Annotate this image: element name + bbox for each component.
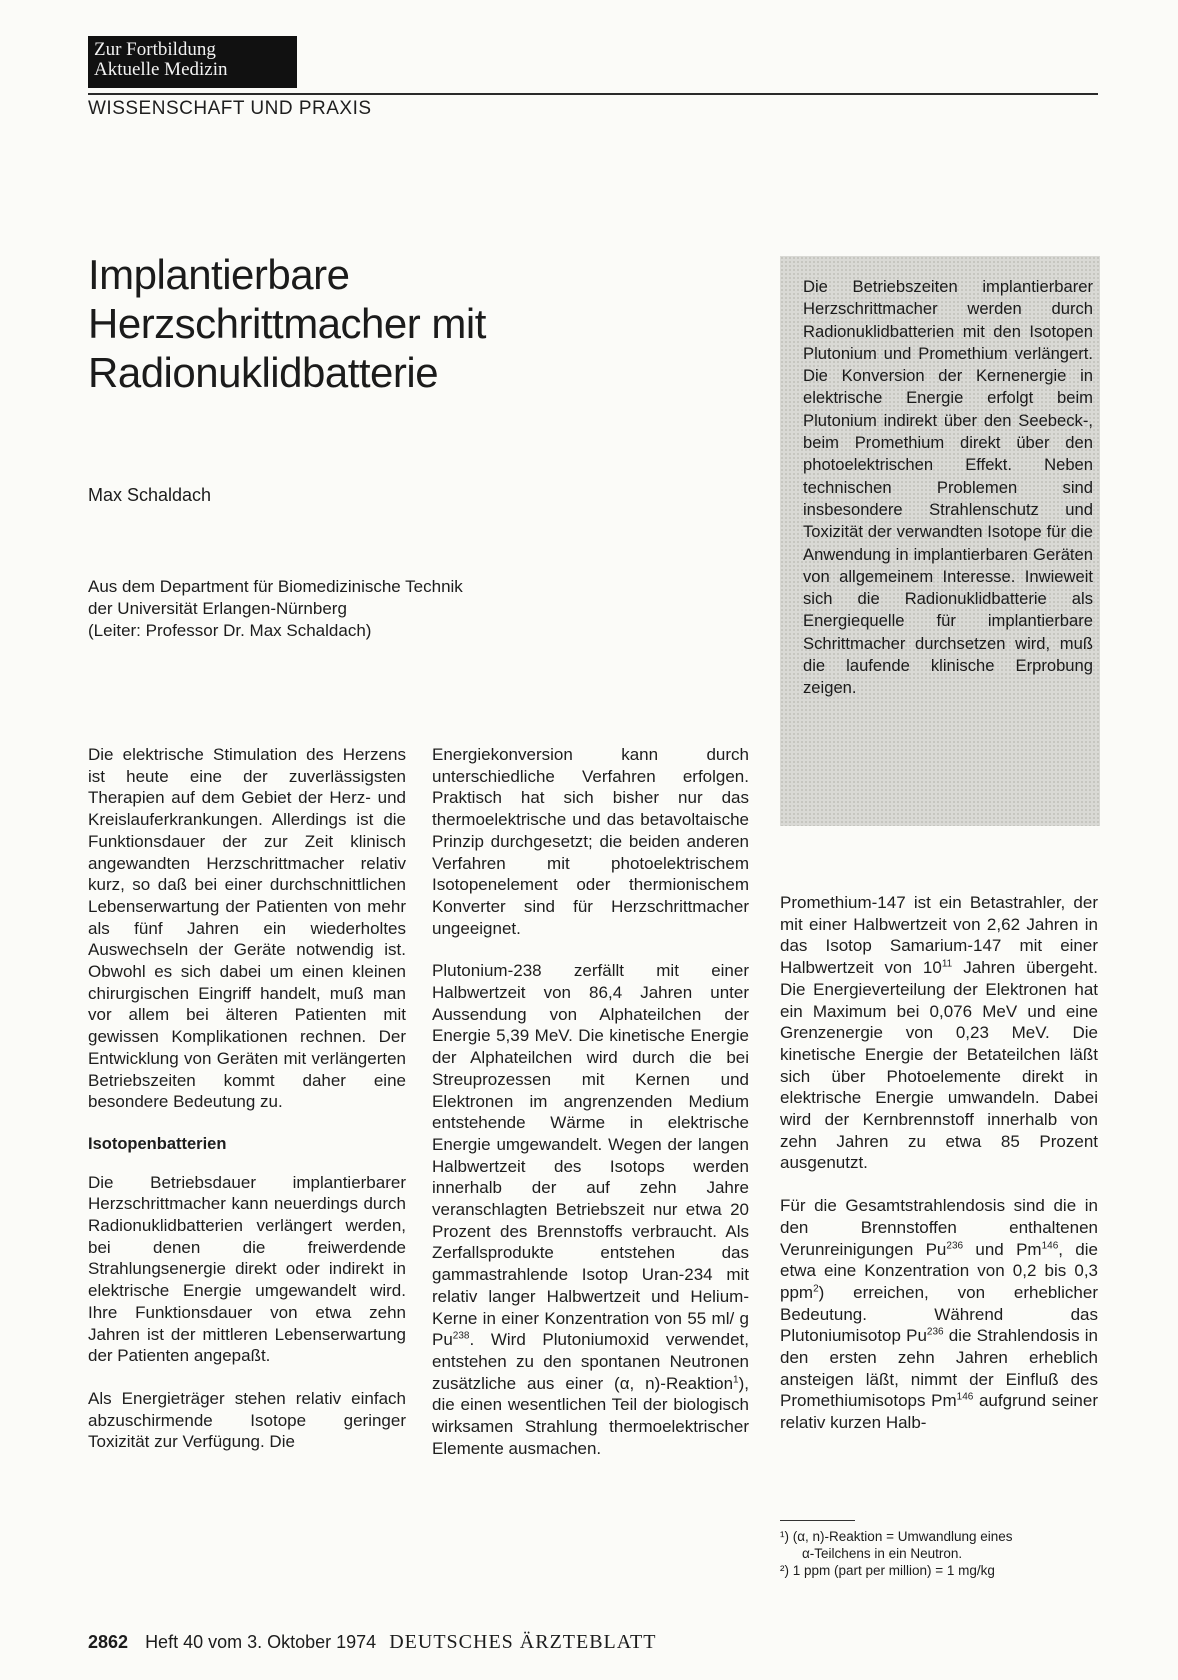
title-line-2: Herzschrittmacher mit <box>88 300 486 347</box>
footnote-1: ¹) (α, n)-Reaktion = Umwandlung eines <box>780 1529 1013 1544</box>
journal-name: DEUTSCHES ÄRZTEBLATT <box>389 1631 657 1653</box>
page-footer <box>88 1631 656 1654</box>
paragraph-energiekonversion: Energiekonversion kann durch unterschiedliche Verfahren erfolgen. Praktisch hat sich bisher nur das thermoelektrische und das betavoltaische Prinzip durchgesetzt; die beiden anderen Verfahren mit photoelektrischem Isotopenelement oder thermionischem Konverter sind für Herzschrittmacher ungeeignet. <box>432 745 749 938</box>
rubric-line-2: Aktuelle Medizin <box>94 59 228 80</box>
rubric-line-1: Zur Fortbildung <box>94 39 216 60</box>
article-title <box>88 250 708 397</box>
section-heading: WISSENSCHAFT UND PRAXIS <box>88 98 372 119</box>
subheading-isotopenbatterien: Isotopenbatterien <box>88 1134 227 1153</box>
text-column-3 <box>780 892 1098 1434</box>
footnotes <box>780 1528 1098 1579</box>
author-name: Max Schaldach <box>88 485 212 505</box>
footnote-rule <box>780 1520 855 1521</box>
footnote-1-continued: α-Teilchens in ein Neutron. <box>802 1546 963 1561</box>
paragraph-energietraeger: Als Energieträger stehen relativ einfach abzuschirmende Isotope geringer Toxizität zur Verfügung. Die <box>88 1388 406 1452</box>
paragraph-betriebsdauer: Die Betriebsdauer implantierbarer Herzschrittmacher kann neuerdings durch Radionuklidbatterien verlängert werden, bei denen die freiwerdende Strahlungsenergie direkt oder indirekt in elektrische Energie umgewandelt wird. Ihre Funktionsdauer von etwa zehn Jahren ist der mittleren Lebenserwartung der Patienten angepaßt. <box>88 1172 406 1366</box>
paragraph-intro: Die elektrische Stimulation des Herzens ist heute eine der zuverlässigsten Therapien auf dem Gebiet der Herz- und Kreislauferkrankungen. Allerdings ist die Funktionsdauer der zur Zeit klinisch angewandten Herzschrittmacher relativ kurz, so daß bei einer durchschnittlichen Lebenserwartung der Patienten von mehr als fünf Jahren ein wiederholtes Auswechseln der Geräte notwendig ist. Obwohl es sich dabei um einen kleinen chirurgischen Eingriff handelt, muß man vor allem bei älteren Patienten mit gewissen Komplikationen rechnen. Der Entwicklung von Geräten mit verlängerten Betriebszeiten kommt daher eine besondere Bedeutung zu. <box>88 745 406 1112</box>
footnote-2: ²) 1 ppm (part per million) = 1 mg/kg <box>780 1563 995 1578</box>
affiliation-line-2: der Universität Erlangen-Nürnberg <box>88 599 347 618</box>
paragraph-promethium: Promethium-147 ist ein Betastrahler, der mit einer Halbwertzeit von 2,62 Jahren in das Isotop Samarium-147 mit einer Halbwertzeit von $10^{11}$ Jahren übergeht. Die Energieverteilung der Elektronen hat ein Maximum bei 0,076 MeV und eine Grenzenergie von 0,23 MeV. Die kinetische Energie der Betateilchen läßt sich über Photoelemente direkt in elektrische Energie umwandeln. Dabei wird der Kernbrennstoff innerhalb von zehn Jahren zu etwa 85 Prozent ausgenutzt. <box>780 893 1098 1173</box>
text-column-2 <box>432 744 749 1460</box>
rubric-label <box>88 36 297 88</box>
affiliation-line-1: Aus dem Department für Biomedizinische Technik <box>88 577 463 596</box>
title-line-1: Implantierbare <box>88 251 350 298</box>
title-line-3: Radionuklidbatterie <box>88 349 439 396</box>
text-column-1 <box>88 744 406 1453</box>
page-number: 2862 <box>88 1632 129 1652</box>
abstract-text: Die Betriebszeiten implantierbarer Herzschrittmacher werden durch Radionuklidbatterien mit den Isotopen Plutonium und Promethium verlängert. Die Konversion der Kernenergie in elektrische Energie erfolgt beim Plutonium indirekt über den Seebeck-, beim Promethium direkt über den photoelektrischen Effekt. Neben technischen Problemen sind insbesondere Strahlenschutz und Toxizität der verwandten Isotope für die Anwendung in implantierbaren Geräten von allgemeinem Interesse. Inwieweit sich die Radionuklidbatterie als Energiequelle für implantierbare Schrittmacher durchsetzen wird, muß die laufende klinische Erprobung zeigen. <box>803 277 1093 698</box>
paragraph-plutonium: Plutonium-238 zerfällt mit einer Halbwertzeit von 86,4 Jahren unter Aussendung von Alphateilchen der Energie 5,39 MeV. Die kinetische Energie der Alphateilchen wird durch die bei Streuprozessen mit Kernen und Elektronen im angrenzenden Medium entstehende Wärme in elektrische Energie umgewandelt. Wegen der langen Halbwertzeit des Isotops werden innerhalb der auf zehn Jahre veranschlagten Betriebszeit nur etwa 20 Prozent des Brennstoffs verbraucht. Als Zerfallsprodukte entstehen das gammastrahlende Isotop Uran-234 mit relativ langer Halbwertzeit und Helium-Kerne in einer Konzentration von 55 ml/ g Pu$^{238}$. Wird Plutoniumoxid verwendet, entstehen zu den spontanen Neutronen zusätzliche aus einer (α, n)-Reaktion$^1$), die einen wesentlichen Teil der biologisch wirksamen Strahlung thermoelektrischer Elemente ausmachen. <box>432 961 749 1458</box>
abstract-box <box>780 256 1100 826</box>
affiliation <box>88 576 463 642</box>
affiliation-line-3: (Leiter: Professor Dr. Max Schaldach) <box>88 621 372 640</box>
issue-info: Heft 40 vom 3. Oktober 1974 <box>145 1632 377 1652</box>
paragraph-strahlendosis: Für die Gesamtstrahlendosis sind die in den Brennstoffen enthaltenen Verunreinigungen Pu$^{236}$ und Pm$^{146}$, die etwa eine Konzentration von 0,2 bis 0,3 ppm$^2$) erreichen, von erheblicher Bedeutung. Während das Plutoniumisotop Pu$^{236}$ die Strahlendosis in den ersten zehn Jahren erheblich ansteigen läßt, nimmt der Einfluß des Promethiumisotops Pm$^{146}$ aufgrund seiner relativ kurzen Halb- <box>780 1196 1099 1433</box>
header-rule <box>88 93 1098 95</box>
